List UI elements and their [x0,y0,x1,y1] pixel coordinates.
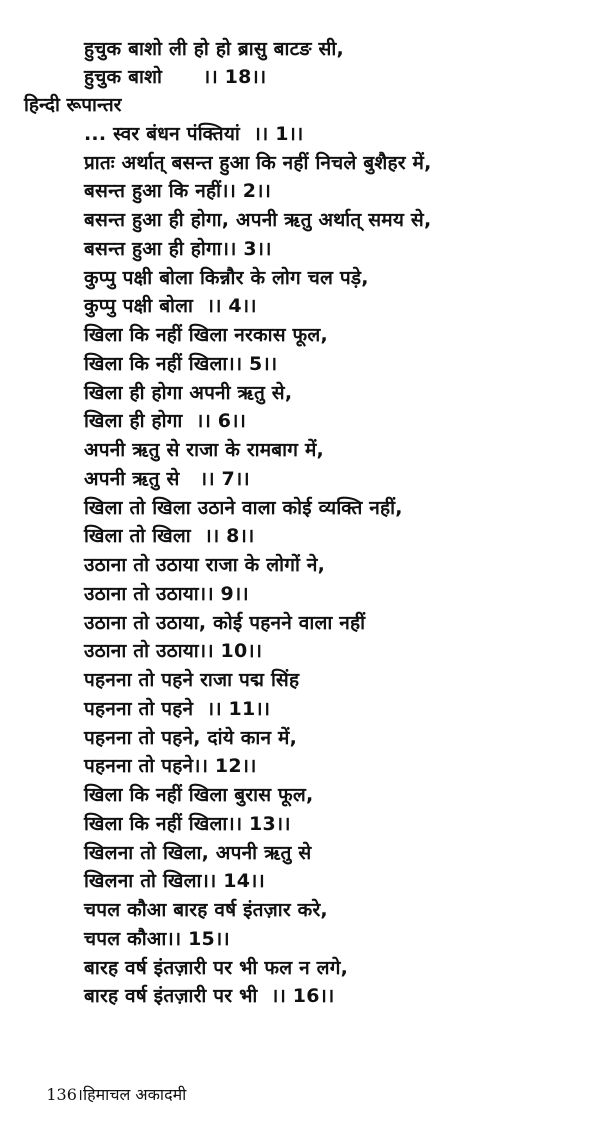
verse-line: खिला कि नहीं खिला।। 5।। [84,353,278,375]
verse-line: पहनना तो पहने, दांये कान में, [84,727,298,749]
verse-line: प्रातः अर्थात् बसन्त हुआ कि नहीं निचले बुशैहर में, [84,152,432,174]
verse-line: ... स्वर बंधन पंक्तियां ।। 1।। [84,123,304,145]
page-number: 136 [46,1085,77,1104]
verse-line: उठाना तो उठाया।। 9।। [84,583,249,605]
verse-line: कुप्पु पक्षी बोला ।। 4।। [84,295,257,317]
verse-line: खिला तो खिला उठाने वाला कोई व्यक्ति नहीं, [84,497,403,519]
verse-line: उठाना तो उठाया, कोई पहनने वाला नहीं [84,612,366,634]
verse-line: पहनना तो पहने।। 12।। [84,755,257,777]
verse-line: अपनी ऋतु से राजा के रामबाग में, [84,439,324,461]
verse-line: हुचुक बाशो ली हो हो ब्रासु बाटङ सी, [84,38,344,60]
verse-line: खिला ही होगा ।। 6।। [84,410,247,432]
verse-line: चपल कौआ बारह वर्ष इंतज़ार करे, [84,899,328,921]
verse-line: उठाना तो उठाया।। 10।। [84,640,263,662]
page-footer [26,1062,186,1128]
verse-line: उठाना तो उठाया राजा के लोगों ने, [84,554,326,576]
verse-line: खिला तो खिला ।। 8।। [84,525,255,547]
publisher-name: हिमाचल अकादमी [82,1085,187,1104]
verse-line: चपल कौआ।। 15।। [84,928,230,950]
verse-line: बसन्त हुआ कि नहीं।। 2।। [84,180,272,202]
section-heading: हिन्दी रूपान्तर [24,94,122,116]
verse-line: कुप्पु पक्षी बोला किन्नौर के लोग चल पड़े, [84,267,369,289]
verse-line: बसन्त हुआ ही होगा, अपनी ऋतु अर्थात् समय से, [84,209,432,231]
verse-line: अपनी ऋतु से ।। 7।। [84,468,250,490]
verse-line: खिला कि नहीं खिला नरकास फूल, [84,324,328,346]
verse-line: खिलना तो खिला, अपनी ऋतु से [84,842,312,864]
footer-separator: । [76,1085,83,1104]
verse-line: हुचुक बाशो ।। 18।। [84,66,267,88]
verse-line: पहनना तो पहने ।। 11।। [84,698,271,720]
verse-line: बसन्त हुआ ही होगा।। 3।। [84,238,272,260]
verse-line: खिला कि नहीं खिला।। 13।। [84,813,291,835]
verse-line: पहनना तो पहने राजा पद्म सिंह [84,669,300,691]
verse-line: खिलना तो खिला।। 14।। [84,870,265,892]
verse-line: बारह वर्ष इंतज़ारी पर भी ।। 16।। [84,985,335,1007]
verse-line: बारह वर्ष इंतज़ारी पर भी फल न लगे, [84,957,349,979]
verse-line: खिला ही होगा अपनी ऋतु से, [84,382,293,404]
verse-line: खिला कि नहीं खिला बुरास फूल, [84,784,314,806]
